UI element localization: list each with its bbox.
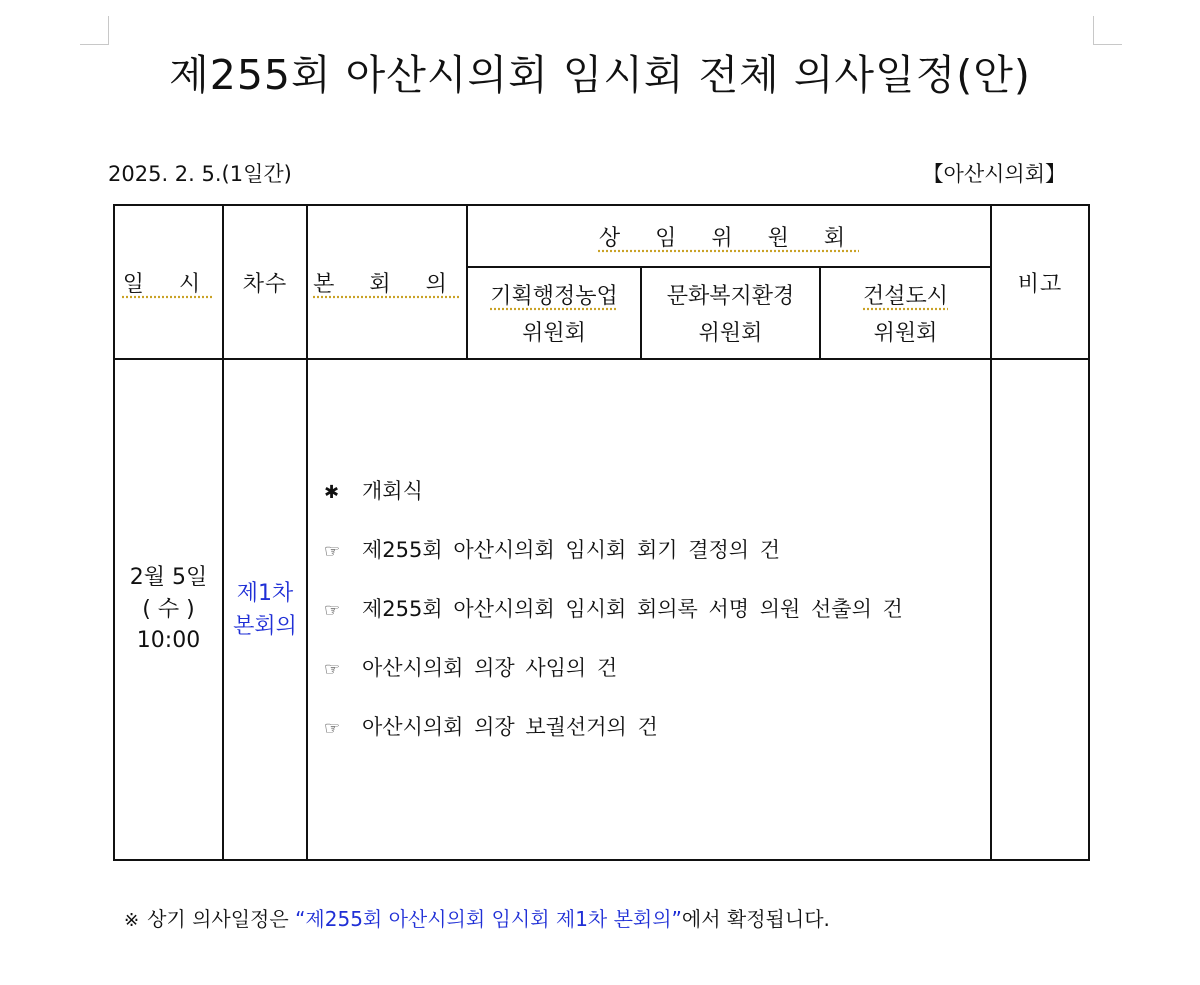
page-corner-mark-left <box>80 16 109 45</box>
asterisk-bullet-icon: ✱ <box>324 482 340 503</box>
schedule-remarks <box>991 359 1089 860</box>
agenda-list <box>308 462 990 757</box>
header-committee-planning: 기획행정농업 위원회 <box>467 267 641 359</box>
reference-mark-icon: ※ <box>124 910 140 931</box>
page-corner-mark-right <box>1093 16 1122 45</box>
header-standing-committees: 상 임 위 원 회 <box>467 205 991 267</box>
pointing-hand-icon: ☞ <box>324 600 341 621</box>
schedule-weekday: ( 수 ) <box>142 596 195 622</box>
schedule-row <box>114 359 1089 860</box>
agenda-item: ☞ 제255회 아산시의회 임시회 회의록 서명 의원 선출의 건 <box>324 580 990 639</box>
pointing-hand-icon: ☞ <box>324 541 341 562</box>
header-committee-welfare: 문화복지환경 위원회 <box>641 267 820 359</box>
schedule-time: 10:00 <box>136 628 201 654</box>
header-datetime: 일 시 <box>114 205 223 359</box>
header-committee-construction: 건설도시 위원회 <box>820 267 991 359</box>
schedule-date: 2월 5일 <box>129 564 208 590</box>
organization-label: 【아산시의회】 <box>922 162 1066 186</box>
pointing-hand-icon: ☞ <box>324 659 341 680</box>
agenda-item: ☞ 아산시의회 의장 사임의 건 <box>324 639 990 698</box>
header-plenary: 본 회 의 <box>307 205 467 359</box>
agenda-cell <box>307 359 991 860</box>
header-row-1 <box>114 205 1089 267</box>
header-session-number: 차수 <box>223 205 307 359</box>
schedule-table <box>113 204 1090 861</box>
agenda-item: ☞ 아산시의회 의장 보궐선거의 건 <box>324 698 990 757</box>
agenda-item: ✱ 개회식 <box>324 462 990 521</box>
session-period: 2025. 2. 5.(1일간) <box>108 162 292 186</box>
schedule-session: 제1차 본회의 <box>223 359 307 860</box>
document-title: 제255회 아산시의회 임시회 전체 의사일정(안) <box>169 51 1031 99</box>
schedule-datetime <box>114 359 223 860</box>
pointing-hand-icon: ☞ <box>324 718 341 739</box>
footnote-highlight: “제255회 아산시의회 임시회 제1차 본회의” <box>295 907 682 931</box>
header-remarks: 비고 <box>991 205 1089 359</box>
footnote: ※ 상기 의사일정은 “제255회 아산시의회 임시회 제1차 본회의”에서 확정됩니다. <box>124 907 830 931</box>
agenda-item: ☞ 제255회 아산시의회 임시회 회기 결정의 건 <box>324 521 990 580</box>
